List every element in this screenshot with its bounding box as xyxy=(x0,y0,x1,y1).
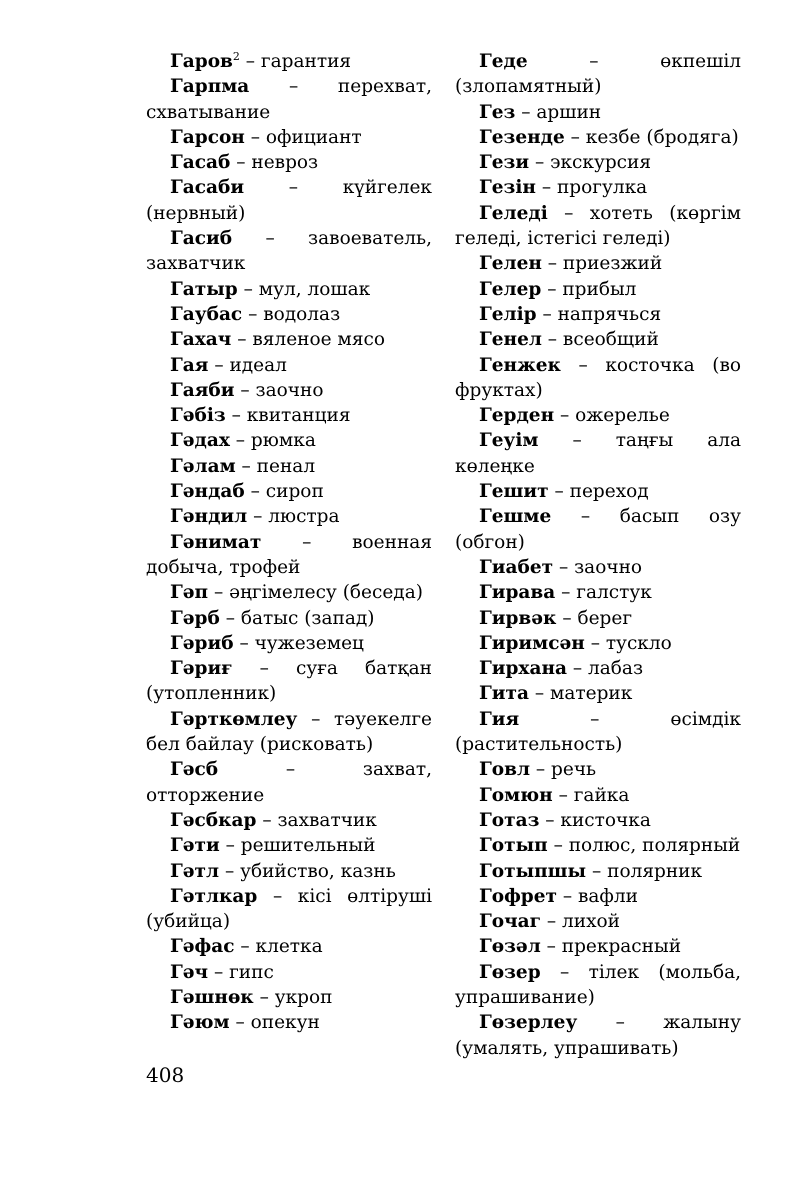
definition: – күйгелек (нервный) xyxy=(146,177,432,224)
headword: Гелір xyxy=(479,303,537,325)
headword: Гомюн xyxy=(479,784,553,806)
dictionary-entry xyxy=(455,960,741,1011)
headword: Гез xyxy=(479,101,516,123)
headword: Гәрткөмлеу xyxy=(170,708,298,730)
dictionary-entry xyxy=(146,454,432,479)
headword: Гешме xyxy=(479,506,552,528)
definition: – захват, отторжение xyxy=(146,759,432,806)
headword: Гасаб xyxy=(170,152,231,174)
definition: – өсімдік (растительность) xyxy=(455,708,741,756)
definition: – гайка xyxy=(558,784,630,806)
definition: – опекун xyxy=(235,1012,320,1034)
headword: Гәшнөк xyxy=(170,986,254,1008)
dictionary-entry xyxy=(146,479,432,504)
definition: – водолаз xyxy=(248,303,341,325)
definition: – суға батқан (утопленник) xyxy=(146,658,432,705)
headword: Гөзер xyxy=(479,961,541,983)
dictionary-entry xyxy=(455,175,741,200)
dictionary-entry xyxy=(146,1010,432,1035)
definition: – косточка (во фруктах) xyxy=(455,354,741,401)
dictionary-entry xyxy=(455,555,741,580)
headword: Гөзәл xyxy=(479,936,541,958)
headword: Гасиб xyxy=(170,228,233,250)
dictionary-entry xyxy=(146,580,432,605)
dictionary-entry xyxy=(455,403,741,428)
dictionary-entry xyxy=(455,100,741,125)
definition: – хотеть (көргім геледі, істегісі геледі) xyxy=(455,202,741,250)
definition: – гипс xyxy=(213,961,274,983)
headword: Готыпшы xyxy=(479,860,587,882)
dictionary-entry xyxy=(455,201,741,252)
dictionary-entry xyxy=(455,327,741,352)
dictionary-entry xyxy=(455,1010,741,1061)
dictionary-entry xyxy=(146,707,432,758)
definition: – кісі өлтіруші (убийца) xyxy=(146,885,432,933)
headword: Гәриғ xyxy=(170,658,233,680)
headword: Гезенде xyxy=(479,126,565,148)
definition: – перехват, схватывание xyxy=(146,76,432,123)
dictionary-entry xyxy=(455,150,741,175)
definition: – клетка xyxy=(240,936,323,958)
headword: Гасаби xyxy=(170,177,245,199)
headword: Гәсбкар xyxy=(170,809,257,831)
dictionary-entry xyxy=(146,656,432,707)
headword: Готаз xyxy=(479,809,540,831)
headword: Гәтлкар xyxy=(170,885,258,907)
definition: – сироп xyxy=(250,481,324,503)
definition: – переход xyxy=(554,481,649,503)
dictionary-entry xyxy=(146,428,432,453)
dictionary-entry xyxy=(146,985,432,1010)
dictionary-entry xyxy=(455,125,741,150)
definition: – мул, лошак xyxy=(243,278,371,300)
dictionary-entry xyxy=(455,251,741,276)
definition: – кезбе (бродяга) xyxy=(570,126,739,148)
dictionary-entry xyxy=(455,859,741,884)
headword: Геледі xyxy=(479,202,548,224)
right-column xyxy=(455,49,741,1061)
headword: Гахач xyxy=(170,329,232,351)
dictionary-entry xyxy=(455,277,741,302)
dictionary-entry xyxy=(455,631,741,656)
headword: Гешит xyxy=(479,481,549,503)
headword: Гаяби xyxy=(170,379,235,401)
dictionary-entry xyxy=(146,226,432,277)
definition: – чужеземец xyxy=(239,632,364,654)
headword: Герден xyxy=(479,405,555,427)
headword: Гита xyxy=(479,683,529,705)
headword: Гарпма xyxy=(170,76,250,98)
dictionary-entry xyxy=(455,656,741,681)
headword: Гәрб xyxy=(170,607,220,629)
definition: – ожерелье xyxy=(560,405,670,427)
definition: – берег xyxy=(562,607,633,629)
definition: – завоеватель, захватчик xyxy=(146,228,432,275)
dictionary-entry xyxy=(455,884,741,909)
dictionary-entry xyxy=(146,74,432,125)
definition: – пенал xyxy=(241,455,316,477)
dictionary-entry xyxy=(146,125,432,150)
dictionary-entry xyxy=(146,934,432,959)
headword: Гелен xyxy=(479,253,542,275)
dictionary-entry xyxy=(455,580,741,605)
headword: Гочаг xyxy=(479,911,541,933)
headword: Гәтл xyxy=(170,860,220,882)
definition: – приезжий xyxy=(547,253,663,275)
headword: Гәлам xyxy=(170,455,236,477)
dictionary-entry xyxy=(146,150,432,175)
headword: Генжек xyxy=(479,354,561,376)
dictionary-entry xyxy=(455,681,741,706)
dictionary-entry xyxy=(455,833,741,858)
headword: Гирава xyxy=(479,582,556,604)
headword: Гирхана xyxy=(479,658,567,680)
definition: – рюмка xyxy=(235,430,316,452)
dictionary-entry xyxy=(455,353,741,404)
headword: Гия xyxy=(479,708,520,730)
headword: Гәдах xyxy=(170,430,230,452)
definition: – әңгімелесу (беседа) xyxy=(213,582,423,604)
dictionary-entry xyxy=(455,757,741,782)
headword: Гәфас xyxy=(170,936,235,958)
definition: – тәуекелге бел байлау (рисковать) xyxy=(146,708,432,756)
definition: – лабаз xyxy=(572,658,644,680)
definition: – аршин xyxy=(521,101,602,123)
headword: Гәнимат xyxy=(170,531,262,553)
dictionary-entry xyxy=(146,631,432,656)
definition: – убийство, казнь xyxy=(224,860,396,882)
dictionary-entry xyxy=(455,479,741,504)
definition: – идеал xyxy=(214,354,287,376)
dictionary-entry xyxy=(146,960,432,985)
definition: – захватчик xyxy=(262,809,377,831)
headword: Гези xyxy=(479,152,530,174)
headword: Геде xyxy=(479,51,528,72)
dictionary-entry xyxy=(146,833,432,858)
definition: – заочно xyxy=(558,556,643,578)
dictionary-entry xyxy=(146,302,432,327)
definition: – укроп xyxy=(259,986,333,1008)
definition: – решительный xyxy=(225,835,376,857)
headword: Гәсб xyxy=(170,759,219,781)
headword: Говл xyxy=(479,759,531,781)
dictionary-entry xyxy=(455,707,741,758)
definition: – таңғы ала көлеңке xyxy=(455,430,742,477)
definition: – тілек (мольба, упрашивание) xyxy=(455,961,742,1008)
headword: Гәп xyxy=(170,582,209,604)
headword: Гәч xyxy=(170,961,209,983)
headword: Гарсон xyxy=(170,126,245,148)
headword: Гәндил xyxy=(170,506,248,528)
definition: – өкпешіл (злопамятный) xyxy=(455,51,741,98)
headword: Гәриб xyxy=(170,632,234,654)
headword: Гәти xyxy=(170,835,220,857)
dictionary-entry xyxy=(146,378,432,403)
definition: – люстра xyxy=(253,506,340,528)
dictionary-entry xyxy=(146,353,432,378)
dictionary-entry xyxy=(146,757,432,808)
dictionary-entry xyxy=(455,934,741,959)
definition: – тускло xyxy=(590,632,672,654)
definition: – кисточка xyxy=(545,809,651,831)
headword: Гиабет xyxy=(479,556,554,578)
dictionary-entry xyxy=(146,859,432,884)
headword: Генел xyxy=(479,329,542,351)
headword: Гофрет xyxy=(479,885,557,907)
definition: – речь xyxy=(535,759,597,781)
page-number: 408 xyxy=(146,1063,185,1087)
definition: – напрячься xyxy=(542,303,662,325)
dictionary-entry xyxy=(455,783,741,808)
definition: – батыс (запад) xyxy=(225,607,375,629)
definition: – военная добыча, трофей xyxy=(146,531,432,578)
headword: Гатыр xyxy=(170,278,238,300)
definition: – невроз xyxy=(236,152,319,174)
dictionary-entry xyxy=(455,808,741,833)
definition: – экскурсия xyxy=(534,152,652,174)
dictionary-entry xyxy=(146,277,432,302)
dictionary-entry xyxy=(146,606,432,631)
definition: – всеобщий xyxy=(547,329,659,351)
dictionary-entry xyxy=(146,808,432,833)
dictionary-entry xyxy=(146,403,432,428)
definition: – прибыл xyxy=(547,278,637,300)
definition: – полюс, полярный xyxy=(553,835,741,857)
dictionary-entry xyxy=(455,909,741,934)
definition: – заочно xyxy=(240,379,324,401)
definition: – галстук xyxy=(561,582,652,604)
dictionary-entry xyxy=(455,428,741,479)
headword: Гелер xyxy=(479,278,542,300)
headword: Гәбіз xyxy=(170,405,226,427)
headword: Гиримсән xyxy=(479,632,585,654)
dictionary-entry xyxy=(455,504,741,555)
headword: Гәюм xyxy=(170,1012,230,1034)
dictionary-entry xyxy=(146,327,432,352)
dictionary-entry xyxy=(455,302,741,327)
definition: – вафли xyxy=(562,885,638,907)
headword: Готып xyxy=(479,835,548,857)
definition: – полярник xyxy=(591,860,703,882)
headword: Гаров xyxy=(170,51,233,72)
headword: Гезін xyxy=(479,177,536,199)
headword: Гаубас xyxy=(170,303,243,325)
definition: – лихой xyxy=(546,911,620,933)
dictionary-entry xyxy=(146,175,432,226)
definition: – гарантия xyxy=(245,51,352,72)
definition: – материк xyxy=(534,683,633,705)
headword: Гая xyxy=(170,354,209,376)
definition: – официант xyxy=(250,126,362,148)
headword: Гөзерлеу xyxy=(479,1012,578,1034)
definition: – квитанция xyxy=(231,405,351,427)
homonym-number: 2 xyxy=(232,49,240,63)
definition: – прогулка xyxy=(541,177,648,199)
definition: – басып озу (обгон) xyxy=(455,506,741,553)
dictionary-entry xyxy=(146,530,432,581)
headword: Гәндаб xyxy=(170,481,245,503)
definition: – жалыну (умалять, упрашивать) xyxy=(455,1012,741,1059)
definition: – вяленое мясо xyxy=(237,329,385,351)
headword: Гирвәк xyxy=(479,607,557,629)
dictionary-entry xyxy=(146,504,432,529)
headword: Геуім xyxy=(479,430,539,452)
dictionary-entry xyxy=(455,49,741,100)
dictionary-entry xyxy=(146,884,432,935)
definition: – прекрасный xyxy=(546,936,682,958)
dictionary-entry xyxy=(455,606,741,631)
left-column xyxy=(146,49,432,1036)
dictionary-entry xyxy=(146,49,432,74)
